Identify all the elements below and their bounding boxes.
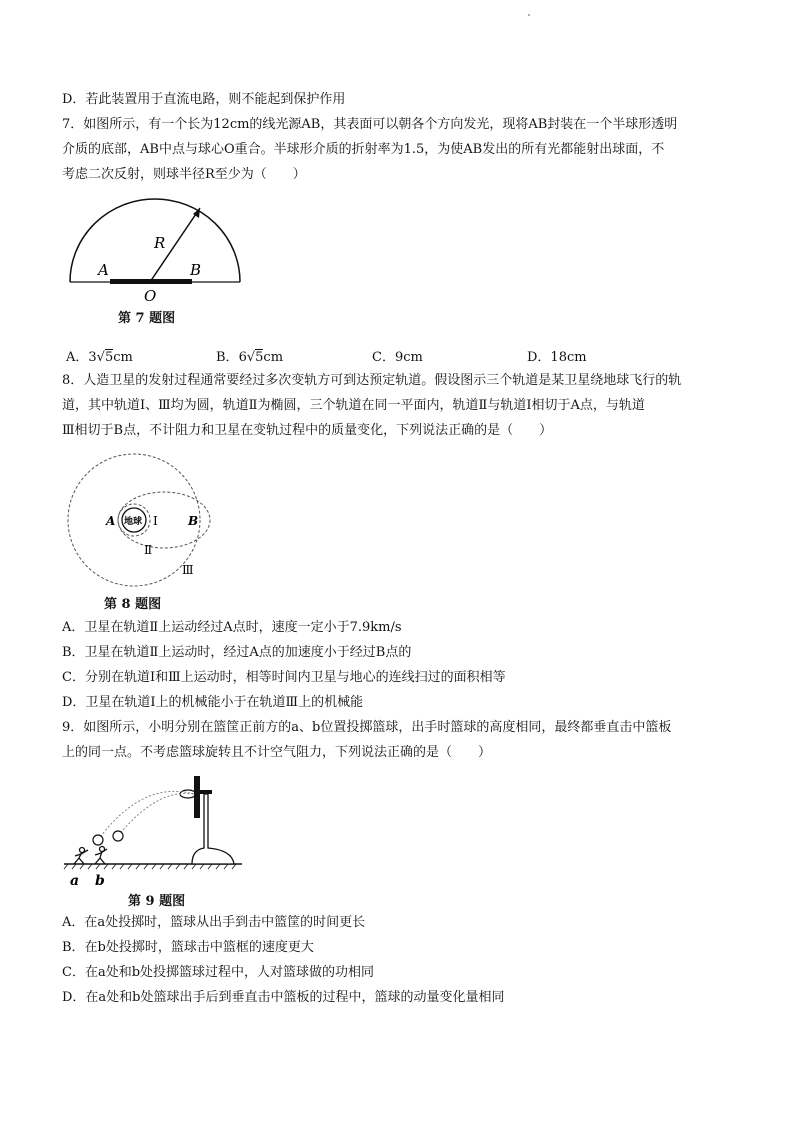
label-A: A: [98, 261, 109, 279]
figure-9-caption: 第 9 题图: [128, 894, 186, 909]
label-II: Ⅱ: [144, 543, 153, 557]
label-b: b: [95, 873, 105, 889]
label-O: O: [144, 287, 157, 302]
label-a: a: [70, 873, 80, 889]
q8-text-line2: 道，其中轨道Ⅰ、Ⅲ均为圆，轨道Ⅱ为椭圆，三个轨道在同一平面内，轨道Ⅱ与轨道Ⅰ相切于A点，与轨道: [62, 398, 645, 413]
q9-text-line1: 9．如图所示，小明分别在篮筐正前方的a、b位置投掷篮球，出手时篮球的高度相同，最终都垂直击中篮板: [62, 720, 672, 735]
label-earth: 地球: [124, 517, 143, 527]
label-III: Ⅲ: [182, 563, 194, 577]
label-A: A: [106, 514, 116, 528]
q7-option-b: B．6√5cm: [216, 350, 284, 365]
q7-text-line3: 考虑二次反射，则球半径R至少为（ ）: [62, 167, 306, 182]
q8-option-d: D．卫星在轨道Ⅰ上的机械能小于在轨道Ⅲ上的机械能: [62, 695, 364, 710]
q7-text-line2: 介质的底部，AB中点与球心O重合。半球形介质的折射率为1.5，为使AB发出的所有光都能射出球面，不: [62, 142, 665, 157]
q9-option-d: D．在a处和b处篮球出手后到垂直击中篮板的过程中，篮球的动量变化量相同: [62, 990, 505, 1005]
label-B: B: [188, 514, 199, 528]
q9-option-c: C．在a处和b处投掷篮球过程中，人对篮球做的功相同: [62, 965, 375, 980]
label-R: R: [154, 234, 166, 252]
q8-option-a: A．卫星在轨道Ⅱ上运动经过A点时，速度一定小于7.9km/s: [62, 620, 402, 635]
q8-option-c: C．分别在轨道Ⅰ和Ⅲ上运动时，相等时间内卫星与地心的连线扫过的面积相等: [62, 670, 506, 685]
figure-8-orbits: [62, 452, 212, 587]
q8-text-line1: 8．人造卫星的发射过程通常要经过多次变轨方可到达预定轨道。假设图示三个轨道是某卫星绕地球飞行的轨: [62, 373, 682, 388]
q7-option-c: C．9cm: [372, 350, 423, 365]
q9-option-b: B．在b处投掷时，篮球击中篮框的速度更大: [62, 940, 314, 955]
q7-option-d: D．18cm: [527, 350, 587, 365]
figure-7-caption: 第 7 题图: [118, 311, 176, 326]
q9-text-line2: 上的同一点。不考虑篮球旋转且不计空气阻力，下列说法正确的是（ ）: [62, 745, 492, 760]
scan-dot: [528, 14, 530, 16]
q7-text-line1: 7．如图所示，有一个长为12cm的线光源AB，其表面可以朝各个方向发光，现将AB封装在一个半球形透明: [62, 117, 678, 132]
label-B: B: [190, 261, 202, 279]
q9-option-a: A．在a处投掷时，篮球从出手到击中篮筐的时间更长: [62, 915, 366, 930]
q8-option-b: B．卫星在轨道Ⅱ上运动时，经过A点的加速度小于经过B点的: [62, 645, 412, 660]
figure-7-hemisphere: [62, 192, 242, 302]
q6-option-d: D．若此装置用于直流电路，则不能起到保护作用: [62, 92, 346, 107]
q7-option-a: A．3√5cm: [66, 350, 133, 365]
q8-text-line3: Ⅲ相切于B点，不计阻力和卫星在变轨过程中的质量变化，下列说法正确的是（ ）: [62, 423, 553, 438]
label-I: Ⅰ: [153, 514, 158, 528]
figure-9-basketball: [62, 770, 244, 890]
figure-8-caption: 第 8 题图: [104, 597, 162, 612]
